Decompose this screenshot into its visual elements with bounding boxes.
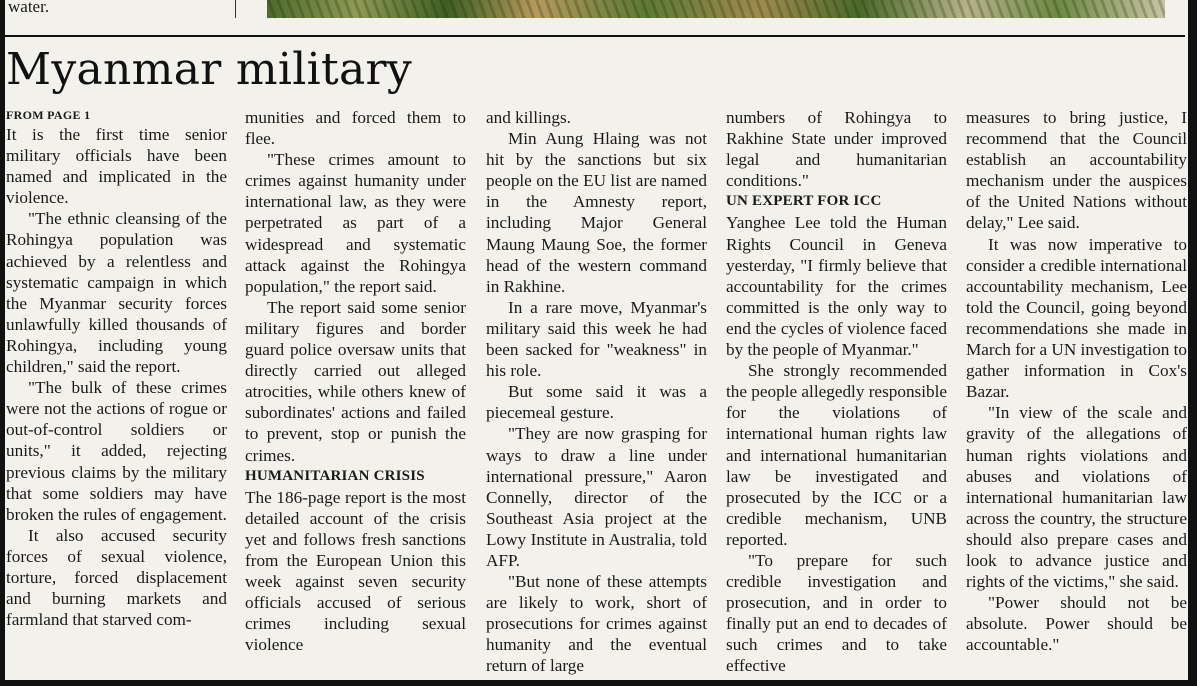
article-column-4 <box>726 107 947 680</box>
paragraph: It is the first time senior military officials have been named and implicated in the violence. <box>6 125 227 208</box>
paragraph: Yanghee Lee told the Human Rights Council in Geneva yesterday, "I firmly believe that accountability for the crimes committed is the only way to end the cycles of violence faced by the people of Myanmar." <box>726 213 947 360</box>
section-rule <box>5 35 1185 37</box>
column-divider <box>235 0 236 18</box>
headline: Myanmar military <box>6 44 412 95</box>
paragraph: In a rare move, Myanmar's military said this week he had been sacked for "weakness" in his role. <box>486 297 707 381</box>
paragraph: It was now imperative to consider a credible international accountability mechanism, Lee told the Council, going beyond recommendations she made in March for a UN investigation to gather information in Cox's Bazar. <box>966 234 1187 402</box>
previous-article-text: water. <box>8 0 50 16</box>
paragraph: Min Aung Hlaing was not hit by the sanctions but six people on the EU list are named in the Amnesty report, including Major General Maung Maung Soe, the former head of the western command in Rakhine. <box>486 129 707 296</box>
paragraph: "Power should not be absolute. Power should be accountable." <box>966 593 1187 655</box>
paragraph: and killings. <box>486 108 571 127</box>
paragraph: "These crimes amount to crimes against humanity under international law, as they were perpetrated as part of a widespread and systematic attack against the Rohingya population," the report said. <box>245 150 466 296</box>
paragraph: measures to bring justice, I recommend that the Council establish an accountability mechanism under the auspices of the United Nations without delay," Lee said. <box>966 108 1187 233</box>
article-column-3 <box>486 107 707 680</box>
paragraph: numbers of Rohingya to Rakhine State under improved legal and humanitarian conditions." <box>726 108 947 191</box>
article-column-5 <box>966 107 1187 680</box>
subhead-humanitarian-crisis: HUMANITARIAN CRISIS <box>245 467 425 484</box>
article-column-1 <box>6 107 227 680</box>
paragraph: She strongly recommended the people allegedly responsible for the violations of international human rights law and international humanitarian law be investigated and prosecuted by the ICC or a credible mechanism, UNB reported. <box>726 361 947 549</box>
paragraph: "They are now grasping for ways to draw a line under international pressure," Aaron Connelly, director of the Southeast Asia project at the Lowy Institute in Australia, told AFP. <box>486 424 707 570</box>
paragraph: "In view of the scale and gravity of the allegations of human rights violations and abuses and violations of international humanitarian law across the country, the structure should also prepare cases and look to advance justice and rights of the victims," she said. <box>966 403 1187 592</box>
paragraph: "The ethnic cleansing of the Rohingya population was achieved by a relentless and systematic campaign in which the Myanmar security forces unlawfully killed thousands of Rohingya, including young children," said the report. <box>6 209 227 377</box>
paragraph: It also accused security forces of sexual violence, torture, forced displacement and burning markets and farmland that starved com- <box>6 525 227 630</box>
page-bottom-border <box>0 680 1197 686</box>
article-column-2 <box>245 107 466 680</box>
paragraph: "To prepare for such credible investigation and prosecution, and in order to finally put an end to decades of such crimes and to take effective <box>726 550 947 676</box>
paragraph: But some said it was a piecemeal gesture. <box>486 382 707 423</box>
paragraph: The 186-page report is the most detailed account of the crisis yet and follows fresh sanctions from the European Union this week against seven security officials accused of serious crimes including sexual violence <box>245 487 466 655</box>
paragraph: The report said some senior military figures and border guard police oversaw units that directly carried out alleged atrocities, while others knew of subordinates' actions and failed to prevent, stop or punish the crimes. <box>245 297 466 465</box>
page-left-border <box>0 0 5 686</box>
news-photo <box>267 0 1165 18</box>
continuation-kicker: FROM PAGE 1 <box>6 108 91 122</box>
paragraph: "But none of these attempts are likely to work, short of prosecutions for crimes against humanity and the eventual return of large <box>486 572 707 676</box>
paragraph: munities and forced them to flee. <box>245 108 466 149</box>
paragraph: "The bulk of these crimes were not the actions of rogue or out-of-control soldiers or units," it added, rejecting previous claims by the military that some soldiers may have broken the rules of engagement. <box>6 378 227 524</box>
previous-article-strip <box>5 0 1185 24</box>
subhead-un-expert: UN EXPERT FOR ICC <box>726 193 882 210</box>
